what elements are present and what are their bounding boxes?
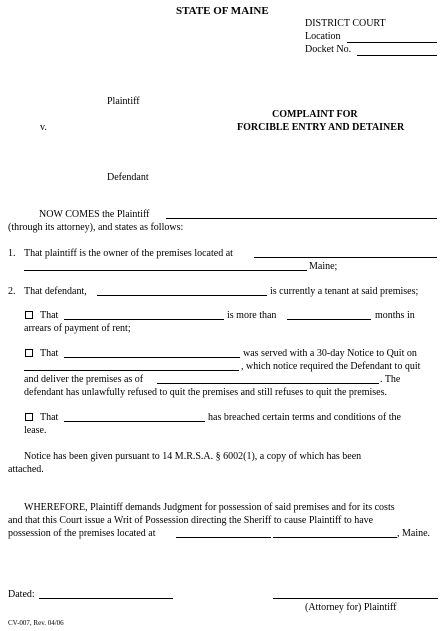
signature-field[interactable] — [273, 598, 438, 599]
date-field[interactable] — [39, 598, 173, 599]
opt2-defendant-field[interactable] — [64, 357, 240, 358]
defendant-name-field[interactable] — [97, 295, 267, 296]
item-1-maine: Maine; — [309, 261, 338, 272]
opt2-refused: defendant has unlawfully refused to quit the premises and still refuses to quit the premises. — [24, 387, 387, 398]
now-comes-text: NOW COMES the Plaintiff — [39, 209, 150, 220]
dated-label: Dated: — [8, 589, 35, 600]
defendant-label: Defendant — [107, 172, 149, 183]
location-field[interactable] — [347, 42, 437, 43]
item-1-number: 1. — [8, 248, 16, 259]
item-2-text: That defendant, — [24, 286, 87, 297]
location-label: Location — [305, 31, 341, 42]
premises-address-field[interactable] — [254, 257, 437, 258]
opt1-months-in: months in — [375, 310, 415, 321]
docket-label: Docket No. — [305, 44, 352, 55]
notice-line-2: attached. — [8, 464, 44, 475]
opt3-defendant-field[interactable] — [64, 421, 205, 422]
item-1-text: That plaintiff is the owner of the premises located at — [24, 248, 233, 259]
opt2-served: was served with a 30-day Notice to Quit on — [243, 348, 417, 359]
opt2-the: . The — [380, 374, 401, 385]
title-line-1: COMPLAINT FOR — [272, 109, 358, 120]
attorney-signature-label: (Attorney for) Plaintiff — [305, 602, 397, 613]
opt2-required: , which notice required the Defendant to quit — [241, 361, 421, 372]
court-heading: DISTRICT COURT — [305, 18, 386, 29]
item-2-tenant-text: is currently a tenant at said premises; — [270, 286, 419, 297]
opt2-that: That — [40, 348, 59, 359]
plaintiff-label: Plaintiff — [107, 96, 140, 107]
breach-checkbox[interactable] — [25, 413, 33, 421]
opt1-arrears: arrears of payment of rent; — [24, 323, 131, 334]
item-2-number: 2. — [8, 286, 16, 297]
notice-to-quit-checkbox[interactable] — [25, 349, 33, 357]
notice-line-1: Notice has been given pursuant to 14 M.R.S.A. § 6002(1), a copy of which has been — [24, 451, 362, 462]
notice-date-field[interactable] — [24, 370, 239, 371]
quit-date-field[interactable] — [157, 383, 379, 384]
title-line-2: FORCIBLE ENTRY AND DETAINER — [237, 122, 405, 133]
opt1-that: That — [40, 310, 59, 321]
wherefore-line-1: WHEREFORE, Plaintiff demands Judgment for possession of said premises and for its costs — [24, 502, 395, 513]
form-code: CV-007, Rev. 04/06 — [8, 619, 64, 627]
wherefore-town-field[interactable] — [273, 537, 397, 538]
versus-label: v. — [40, 122, 47, 133]
wherefore-line-3: possession of the premises located at — [8, 528, 156, 539]
opt2-deliver: and deliver the premises as of — [24, 374, 144, 385]
opt1-more-than: is more than — [227, 310, 277, 321]
plaintiff-name-field[interactable] — [166, 218, 437, 219]
wherefore-maine: , Maine. — [397, 528, 431, 539]
opt1-defendant-field[interactable] — [64, 319, 224, 320]
docket-number-field[interactable] — [357, 55, 437, 56]
wherefore-line-2: and that this Court issue a Writ of Possession directing the Sheriff to cause Plaintiff to have — [8, 515, 374, 526]
through-attorney-text: (through its attorney), and states as follows: — [8, 222, 184, 233]
arrears-checkbox[interactable] — [25, 311, 33, 319]
wherefore-address-field[interactable] — [176, 537, 271, 538]
opt3-that: That — [40, 412, 59, 423]
opt3-lease: lease. — [24, 425, 47, 436]
state-heading: STATE OF MAINE — [176, 5, 269, 17]
premises-address-field-2[interactable] — [24, 270, 307, 271]
opt3-breached: has breached certain terms and conditions of the — [208, 412, 401, 423]
months-field[interactable] — [287, 319, 371, 320]
